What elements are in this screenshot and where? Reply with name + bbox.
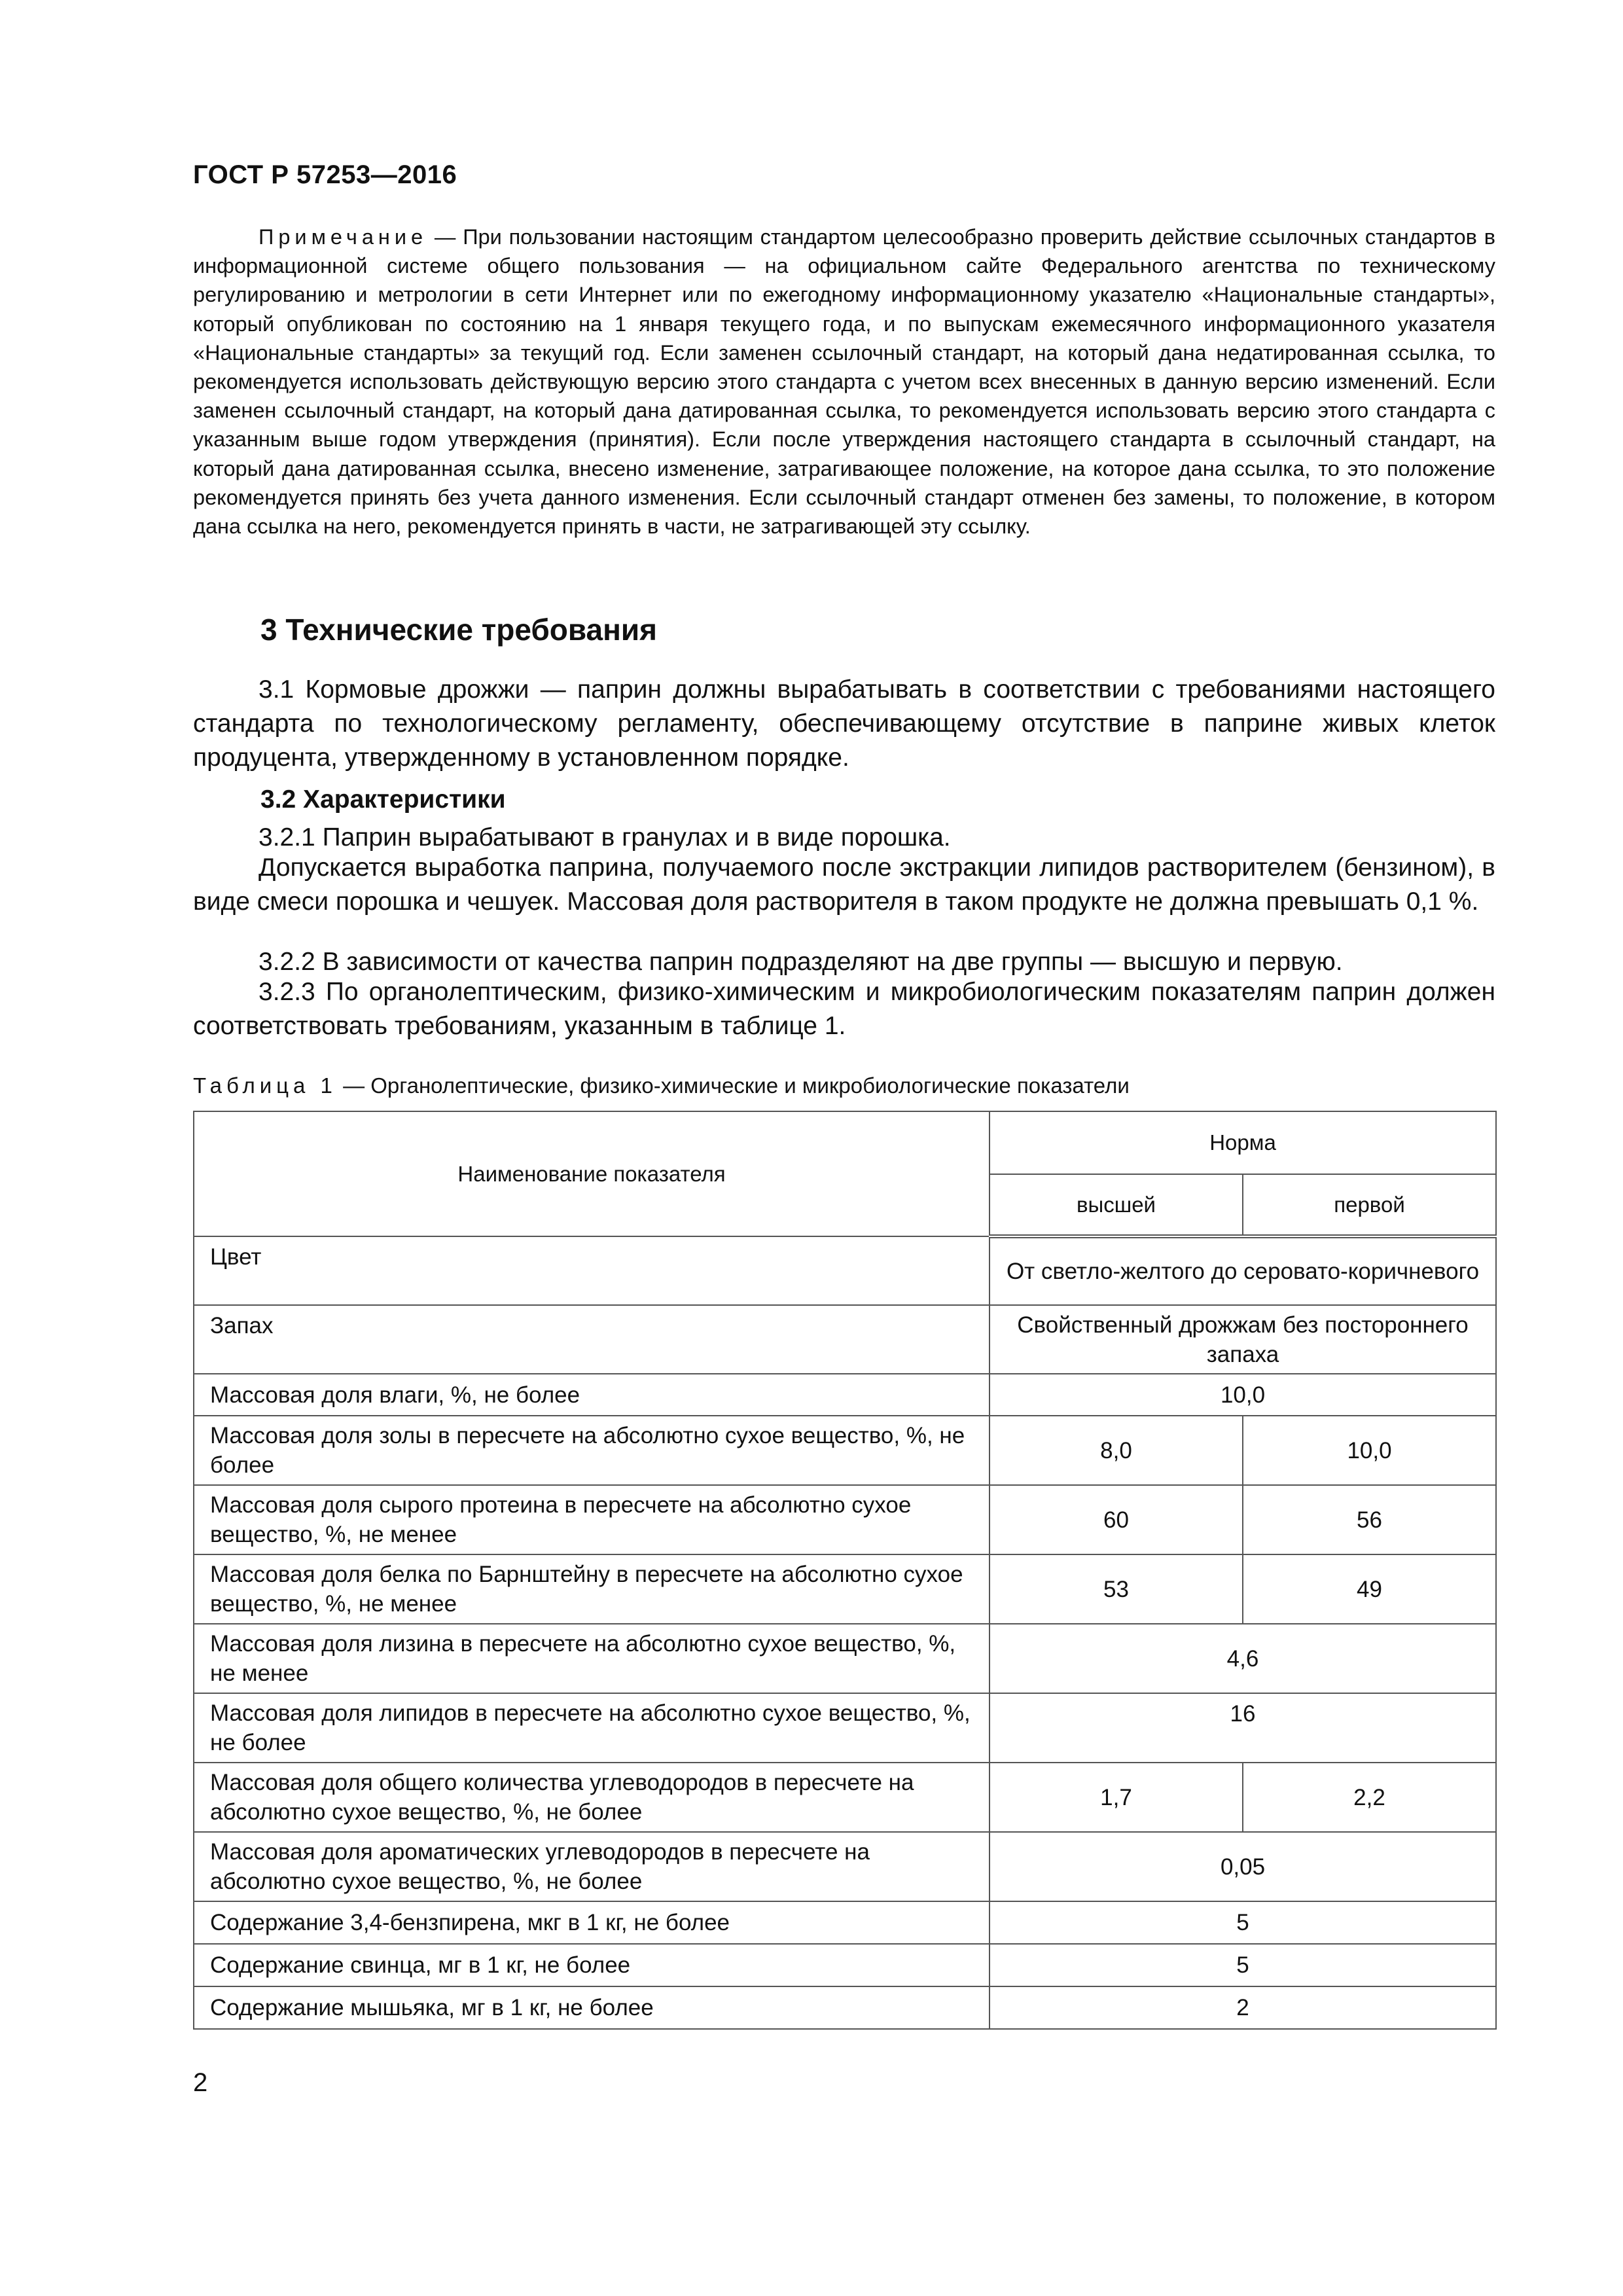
table-row-name: Запах [194, 1305, 990, 1374]
paragraph-3-1: 3.1 Кормовые дрожжи — паприн должны вырабатывать в соответствии с требованиями настоящего стандарта по технологическому регламенту, обеспечивающему отсутствие в паприне живых клеток продуцента, утвержденному в установленном порядке. [193, 675, 1495, 772]
note-label: Примечание [259, 225, 428, 249]
table-cell-higher: 1,7 [990, 1763, 1243, 1832]
note-paragraph [193, 223, 1495, 541]
table-cell-value: 10,0 [990, 1374, 1496, 1416]
table-row-name: Содержание свинца, мг в 1 кг, не более [194, 1944, 990, 1986]
table-row-name: Массовая доля липидов в пересчете на абсолютно сухое вещество, %, не более [194, 1693, 990, 1763]
section-title: 3 Технические требования [260, 613, 657, 647]
table-row-name: Массовая доля влаги, %, не более [194, 1374, 990, 1416]
paragraph-3-2-3: 3.2.3 По органолептическим, физико-химическим и микробиологическим показателям паприн должен соответствовать требованиям, указанным в таблице 1. [193, 978, 1495, 1040]
table-row-name: Массовая доля ароматических углеводородов в пересчете на абсолютно сухое вещество, %, не более [194, 1832, 990, 1901]
paragraph-3-2-2: 3.2.2 В зависимости от качества паприн подразделяют на две группы — высшую и первую. [259, 948, 1343, 976]
table-caption-text: — Органолептические, физико-химические и микробиологические показатели [336, 1073, 1130, 1098]
header-norm: Норма [990, 1111, 1496, 1174]
table-caption-label: Таблица 1 [193, 1073, 337, 1098]
document-header: ГОСТ Р 57253—2016 [193, 160, 457, 189]
table-cell-first: 2,2 [1243, 1763, 1496, 1832]
paragraph-3-2-1-extra: Допускается выработка паприна, получаемого после экстракции липидов растворителем (бензином), в виде смеси порошка и чешуек. Массовая доля растворителя в таком продукте не должна превышать 0,1 %. [193, 853, 1495, 916]
header-indicator-name: Наименование показателя [194, 1111, 990, 1236]
note-text: — При пользовании настоящим стандартом целесообразно проверить действие ссылочных стандартов в информационной системе общего пользования — на официальном сайте Федерального агентства по техническому регулированию и метрологии в сети Интернет или по ежегодному информационному указателю «Национальные стандарты», который опубликован по состоянию на 1 января текущего года, и по выпускам ежемесячного информационного указателя «Национальные стандарты» за текущий год. Если заменен ссылочный стандарт, на который дана недатированная ссылка, то рекомендуется использовать действующую версию этого стандарта с учетом всех внесенных в данную версию изменений. Если заменен ссылочный стандарт, на который дана датированная ссылка, то рекомендуется использовать версию этого стандарта с указанным выше годом утверждения (принятия). Если после утверждения настоящего стандарта в ссылочный стандарт, на который дана датированная ссылка, внесено изменение, затрагивающее положение, на которое дана ссылка, то это положение рекомендуется принять без учета данного изменения. Если ссылочный стандарт отменен без замены, то положение, в котором дана ссылка на него, рекомендуется принять в части, не затрагивающей эту ссылку. [193, 225, 1495, 539]
table-caption [193, 1073, 1130, 1098]
indicators-table [193, 1111, 1497, 2030]
table-row-name: Массовая доля белка по Барнштейну в пересчете на абсолютно сухое вещество, %, не менее [194, 1554, 990, 1624]
table-cell-first: 56 [1243, 1485, 1496, 1554]
table-cell-value: Свойственный дрожжам без постороннего запаха [990, 1305, 1496, 1374]
paragraph-3-2-1: 3.2.1 Паприн вырабатывают в гранулах и в виде порошка. [259, 823, 951, 852]
table-cell-value: 5 [990, 1901, 1496, 1944]
table-cell-value: 4,6 [990, 1624, 1496, 1693]
table-cell-value: 0,05 [990, 1832, 1496, 1901]
table-cell-first: 49 [1243, 1554, 1496, 1624]
table-cell-value: 16 [990, 1693, 1496, 1763]
table-cell-value: От светло-желтого до серовато-коричневого [990, 1236, 1496, 1305]
table-row-name: Массовая доля лизина в пересчете на абсолютно сухое вещество, %, не менее [194, 1624, 990, 1693]
table-cell-higher: 60 [990, 1485, 1243, 1554]
subsection-title: 3.2 Характеристики [260, 785, 506, 814]
table-cell-value: 5 [990, 1944, 1496, 1986]
header-grade-higher: высшей [990, 1174, 1243, 1236]
header-grade-first: первой [1243, 1174, 1496, 1236]
table-row-name: Массовая доля золы в пересчете на абсолютно сухое вещество, %, не более [194, 1416, 990, 1485]
page-number: 2 [193, 2068, 208, 2097]
table-row-name: Цвет [194, 1236, 990, 1305]
table-cell-higher: 53 [990, 1554, 1243, 1624]
table-row-name: Содержание мышьяка, мг в 1 кг, не более [194, 1986, 990, 2029]
table-row-name: Массовая доля сырого протеина в пересчете на абсолютно сухое вещество, %, не менее [194, 1485, 990, 1554]
table-cell-higher: 8,0 [990, 1416, 1243, 1485]
table-cell-first: 10,0 [1243, 1416, 1496, 1485]
table-row-name: Содержание 3,4-бензпирена, мкг в 1 кг, не более [194, 1901, 990, 1944]
table-cell-value: 2 [990, 1986, 1496, 2029]
table-row-name: Массовая доля общего количества углеводородов в пересчете на абсолютно сухое вещество, %, не более [194, 1763, 990, 1832]
